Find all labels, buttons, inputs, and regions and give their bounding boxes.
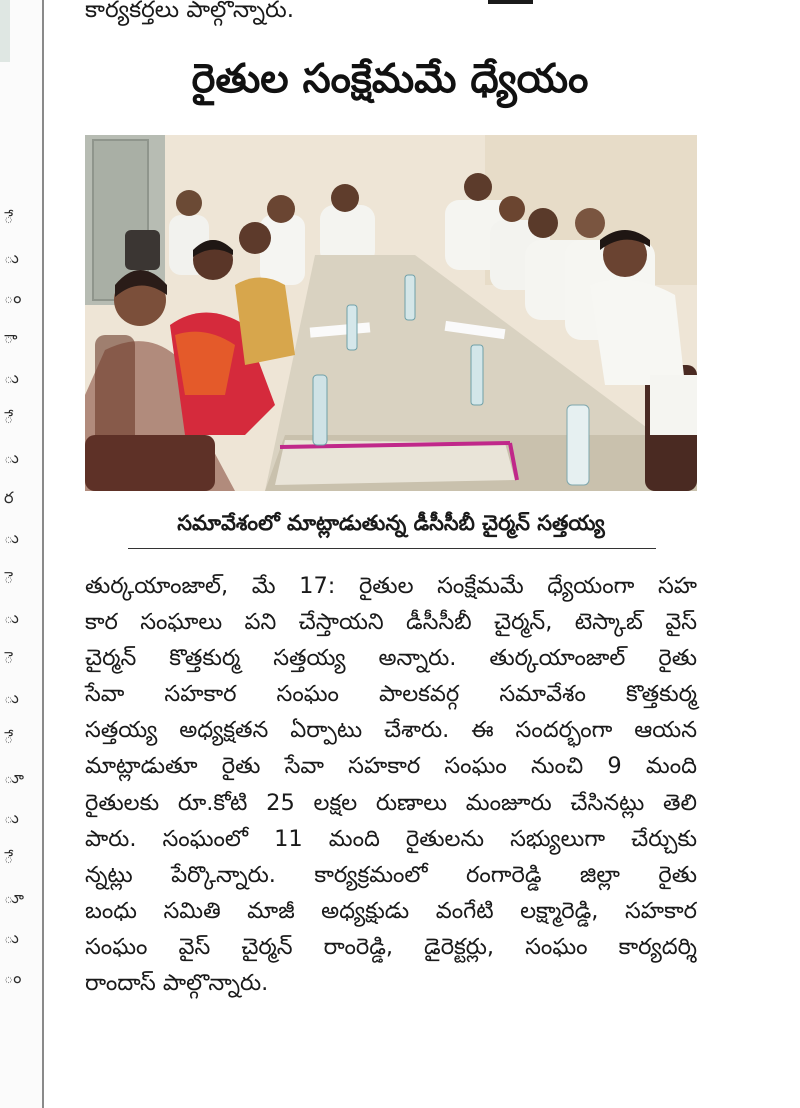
body-line: సత్తయ్య అధ్యక్షతన ఏర్పాటు చేశారు. ఈ సందర్భంగా ఆయన <box>85 717 697 744</box>
previous-article-rule <box>488 0 533 4</box>
left-margin-strip <box>0 0 44 1108</box>
photo-caption: సమావేశంలో మాట్లాడుతున్న డీసీసీబీ చైర్మన్ సత్తయ్య <box>177 511 605 535</box>
caption-divider <box>128 548 656 549</box>
margin-fragment: ు <box>4 808 19 827</box>
article-body <box>85 568 697 1001</box>
margin-fragment: ే <box>4 408 14 427</box>
margin-fragment: ు <box>4 528 19 547</box>
margin-fragment: ం <box>4 288 22 307</box>
meeting-photo-illustration <box>85 135 697 491</box>
margin-top-tab <box>0 0 10 62</box>
body-line: మాట్లాడుతూ రైతు సేవా సహకార సంఘం నుంచి 9 మంది <box>85 753 697 780</box>
margin-fragment: ే <box>4 728 14 747</box>
body-line: రాందాస్ పాల్గొన్నారు. <box>85 970 269 997</box>
margin-fragment: ూ <box>4 888 24 907</box>
margin-fragment: ు <box>4 248 19 267</box>
body-line: తుర్కయాంజాల్, మే 17: రైతుల సంక్షేమమే ధ్యేయంగా సహ <box>85 573 697 599</box>
body-line: కార సంఘాలు పని చేస్తాయని డీసీసీబీ చైర్మన్, టెస్కాబ్ వైస్ <box>85 609 697 636</box>
body-line: బంధు సమితి మాజీ అధ్యక్షుడు వంగేటి లక్ష్మారెడ్డి, సహకార <box>85 897 697 924</box>
margin-fragment: ా <box>4 328 18 347</box>
margin-fragment: ు <box>4 448 19 467</box>
margin-fragment: ు <box>4 928 19 947</box>
article-headline: రైతుల సంక్షేమమే ధ్యేయం <box>191 56 589 102</box>
body-line: సేవా సహకార సంఘం పాలకవర్గ సమావేశం కొత్తకుర్మ <box>85 681 697 708</box>
body-line: రైతులకు రూ.కోటి 25 లక్షల రుణాలు మంజూరు చేసినట్లు తెలి <box>85 789 697 816</box>
margin-fragment: ం <box>4 968 22 987</box>
meeting-photo <box>85 135 697 491</box>
body-line: సంఘం వైస్ చైర్మన్ రాంరెడ్డి, డైరెక్టర్లు, సంఘం కార్యదర్శి <box>85 933 697 960</box>
margin-fragment: ూ <box>4 768 24 787</box>
body-line: పారు. సంఘంలో 11 మంది రైతులను సభ్యులుగా చేర్చుకు <box>85 825 697 852</box>
margin-fragment: ే <box>4 848 14 867</box>
margin-fragment: ు <box>4 368 19 387</box>
body-line: న్నట్లు పేర్కొన్నారు. కార్యక్రమంలో రంగారెడ్డి జిల్లా రైతు <box>85 861 697 888</box>
body-line: చైర్మన్ కొత్తకుర్మ సత్తయ్య అన్నారు. తుర్కయాంజాల్ రైతు <box>85 645 697 672</box>
margin-fragment: ె <box>4 568 14 587</box>
margin-fragment: ు <box>4 688 19 707</box>
margin-fragment: ె <box>4 648 14 667</box>
margin-fragment: ే <box>4 208 14 227</box>
margin-fragment: ు <box>4 608 19 627</box>
previous-article-last-line: కార్యకర్తలు పాల్గొన్నారు. <box>85 0 295 23</box>
margin-fragment: ర <box>4 488 14 507</box>
